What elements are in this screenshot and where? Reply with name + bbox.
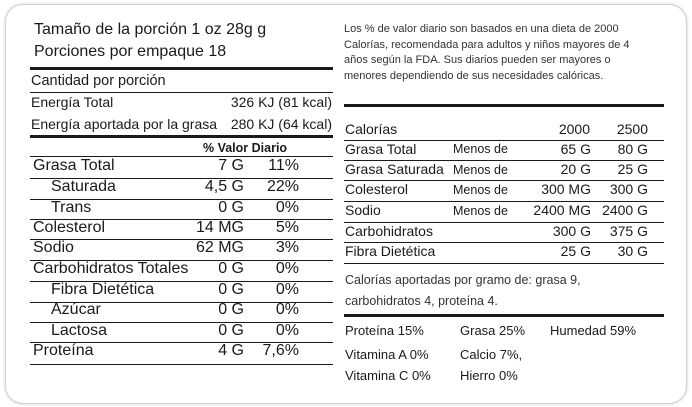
reference-2500: 2400 G	[602, 202, 648, 218]
nutrient-percent: 0%	[275, 301, 299, 318]
reference-2000: 20 G	[560, 161, 591, 177]
nutrient-amount: 0 G	[218, 199, 244, 216]
daily-value-header: % Valor Diario	[203, 141, 288, 155]
reference-label: Colesterol	[345, 181, 409, 197]
reference-label: Sodio	[345, 202, 381, 218]
nutrient-amount: 0 G	[218, 301, 244, 318]
energy-total-value: 326 KJ (81 kcal)	[230, 94, 332, 110]
calories-per-gram-line: carbohidratos 4, proteína 4.	[345, 294, 498, 308]
nutrient-amount: 0 G	[218, 260, 244, 277]
reference-label: Carbohidratos	[345, 223, 433, 239]
nutrient-amount: 4,5 G	[204, 178, 244, 195]
reference-2500: 300 G	[609, 181, 648, 197]
nutrient-percent: 0%	[275, 322, 299, 339]
footnote-line: Los % de valor diario son basados en una dieta de 2000	[344, 23, 619, 35]
divider	[344, 263, 664, 264]
nutrient-label: Saturada	[51, 178, 116, 195]
reference-2500: 30 G	[617, 243, 648, 259]
nutrient-label: Trans	[51, 199, 92, 216]
reference-qualifier: Menos de	[453, 142, 508, 156]
servings-per-container: Porciones por empaque 18	[34, 43, 227, 60]
reference-qualifier: Menos de	[453, 204, 508, 218]
nutrient-label: Colesterol	[33, 219, 106, 236]
fat-percent: Grasa 25%	[460, 323, 526, 338]
divider-thick	[344, 314, 664, 317]
reference-2500: 375 G	[609, 223, 648, 239]
reference-2000: 300 MG	[541, 181, 591, 197]
nutrient-amount: 0 G	[218, 281, 244, 298]
nutrient-percent: 0%	[275, 281, 299, 298]
nutrient-amount: 62 MG	[195, 239, 244, 256]
reference-2000: 300 G	[552, 223, 591, 239]
vitamin-c: Vitamina C 0%	[345, 368, 431, 383]
reference-qualifier: Menos de	[453, 163, 508, 177]
nutrient-percent: 22%	[266, 178, 299, 195]
calories-per-gram	[345, 270, 581, 312]
reference-2000: 2400 MG	[533, 202, 591, 218]
footnote-line: menores dependiendo de sus necesidades calóricas.	[344, 70, 604, 83]
nutrient-label: Lactosa	[51, 322, 108, 339]
reference-label: Fibra Dietética	[345, 243, 436, 259]
nutrient-percent: 0%	[275, 199, 299, 216]
reference-label: Grasa Saturada	[345, 161, 444, 177]
nutrient-amount: 14 MG	[195, 219, 244, 236]
reference-2000: 65 G	[560, 141, 591, 157]
footnote-line: años según la FDA. Sus diarios pueden ser mayores o	[344, 54, 611, 67]
nutrient-label: Sodio	[33, 239, 74, 256]
energy-fat-label: Energía aportada por la grasa	[31, 116, 218, 132]
calories-2000: 2000	[558, 121, 590, 137]
nutrient-amount: 7 G	[218, 157, 244, 174]
moisture-percent: Humedad 59%	[550, 323, 636, 338]
divider	[30, 92, 333, 93]
divider	[30, 364, 333, 365]
protein-percent: Proteína 15%	[345, 323, 424, 338]
reference-qualifier: Menos de	[453, 183, 508, 197]
energy-total-label: Energía Total	[31, 94, 114, 110]
nutrient-percent: 5%	[275, 219, 299, 236]
nutrient-amount: 4 G	[218, 342, 244, 359]
amount-per-serving: Cantidad por porción	[31, 73, 166, 89]
calories-per-gram-line: Calorías aportadas por gramo de: grasa 9,	[345, 273, 581, 287]
daily-value-footnote	[344, 22, 630, 85]
footnote-line: Calorías, recomendada para adultos y niños mayores de 4	[344, 38, 630, 51]
iron: Hierro 0%	[460, 368, 518, 383]
reference-2000: 25 G	[560, 243, 591, 259]
divider-thick	[30, 67, 333, 70]
nutrient-percent: 3%	[275, 239, 299, 256]
nutrient-percent: 11%	[268, 157, 299, 174]
calories-2500: 2500	[616, 121, 648, 137]
reference-2500: 80 G	[617, 141, 648, 157]
serving-size: Tamaño de la porción 1 oz 28g g	[34, 21, 267, 38]
divider-thick	[344, 104, 664, 107]
divider-thick	[30, 135, 333, 138]
vitamin-a: Vitamina A 0%	[345, 347, 429, 362]
reference-label: Grasa Total	[345, 141, 417, 157]
nutrient-amount: 0 G	[218, 322, 244, 339]
nutrient-label: Azúcar	[51, 301, 101, 318]
nutrient-percent: 7,6%	[262, 342, 299, 359]
reference-2500: 25 G	[617, 161, 648, 177]
energy-fat-value: 280 KJ (64 kcal)	[230, 116, 332, 132]
nutrient-percent: 0%	[275, 260, 299, 277]
nutrient-label: Grasa Total	[33, 157, 115, 174]
calcium: Calcio 7%,	[460, 347, 523, 362]
nutrient-label: Carbohidratos Totales	[33, 260, 189, 277]
calories-label: Calorías	[345, 121, 398, 137]
nutrient-label: Proteína	[33, 342, 94, 359]
nutrient-label: Fibra Dietética	[51, 281, 155, 298]
